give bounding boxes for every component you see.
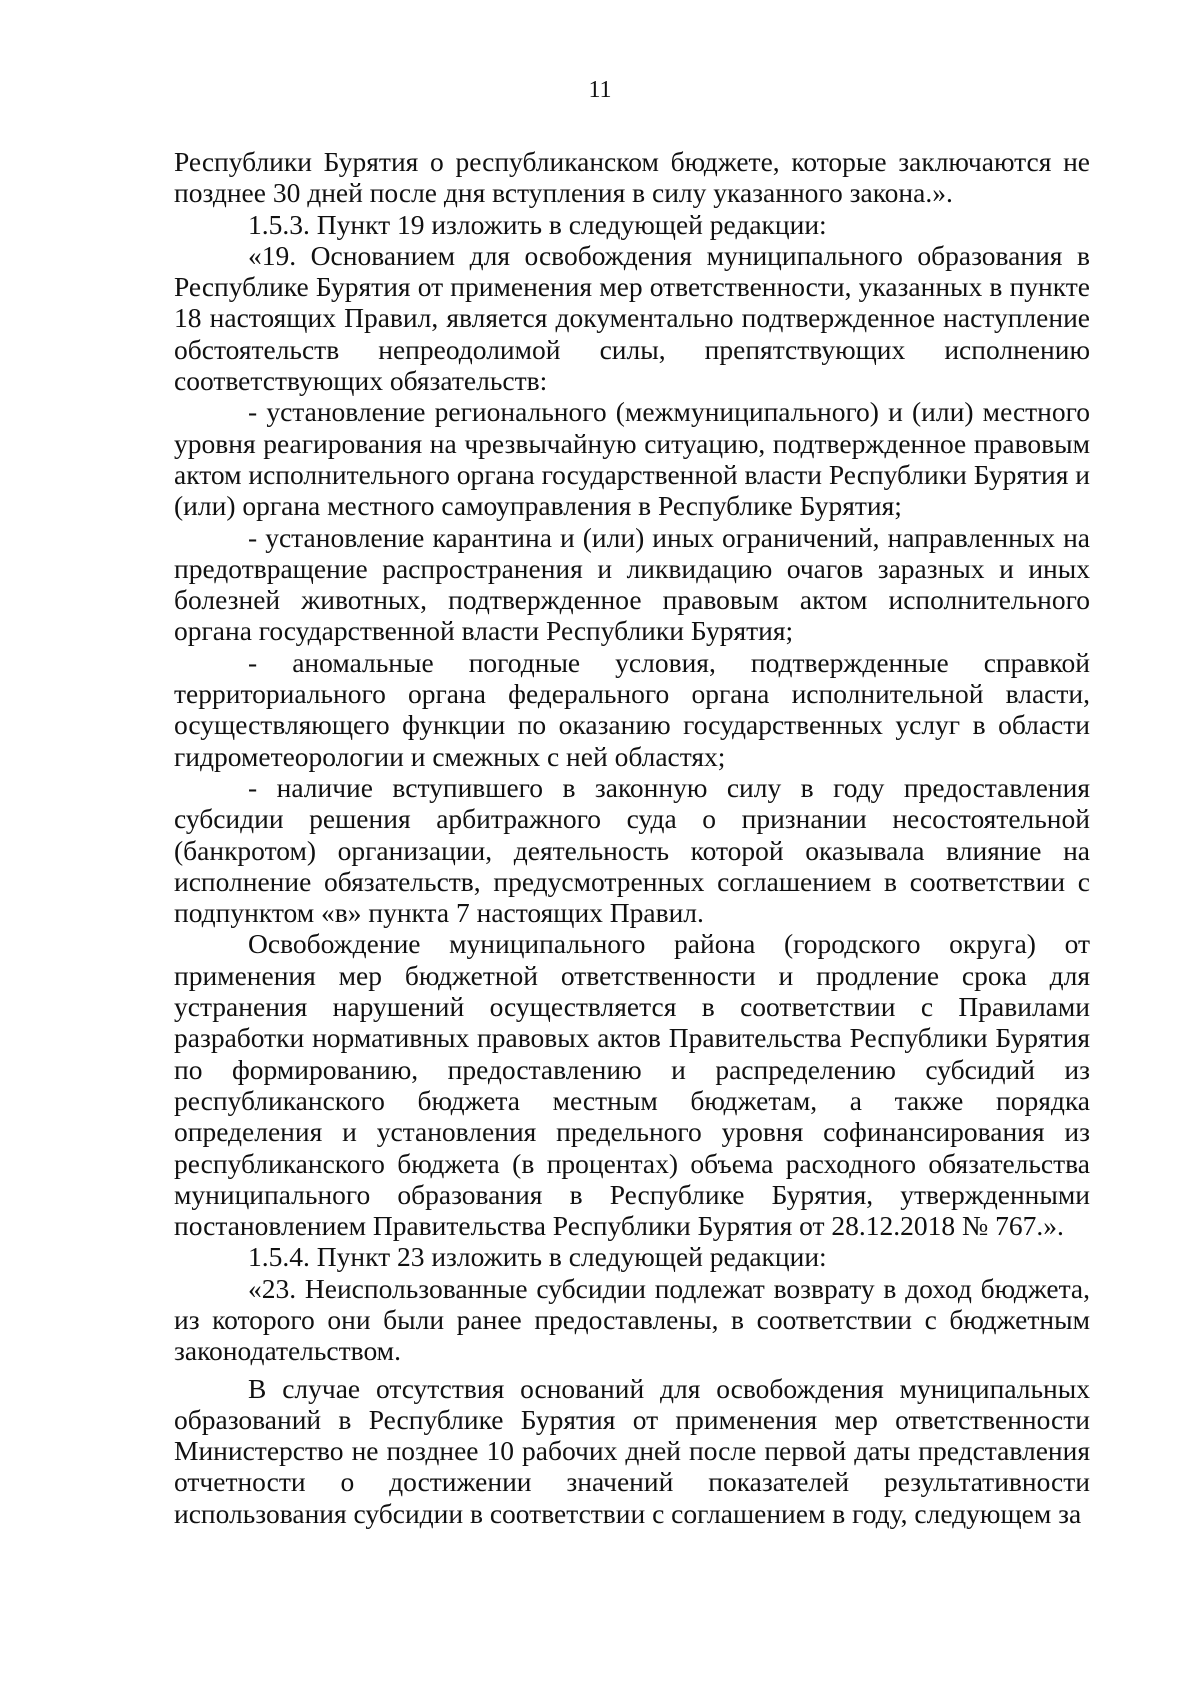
paragraph-9: 1.5.4. Пункт 23 изложить в следующей редакции: bbox=[248, 1241, 827, 1273]
paragraph-7: - наличие вступившего в законную силу в году предоставления субсидии решения арбитражного суда о признании несостоятельной (банкротом) организации, деятельность которой оказывала влияние на исполнение обязательств, предусмотренных соглашением в соответствии с подпунктом «в» пункта 7 настоящих Правил. bbox=[174, 771, 1090, 929]
paragraph-8: Освобождение муниципального района (городского округа) от применения мер бюджетной ответственности и продление срока для устранения нарушений осуществляется в соответствии с Правилами разработки нормативных правовых актов Правительства Республики Бурятия по формированию, предоставлению и распределению субсидий из республиканского бюджета местным бюджетам, а также порядка определения и установления предельного уровня софинансирования из республиканского бюджета (в процентах) объема расходного обязательства муниципального образования в Республике Бурятия, утвержденными постановлением Правительства Республики Бурятия от 28.12.2018 № 767.». bbox=[174, 928, 1090, 1242]
paragraph-4: - установление регионального (межмуниципального) и (или) местного уровня реагирования на чрезвычайную ситуацию, подтвержденное правовым актом исполнительного органа государственной власти Республики Бурятия и (или) органа местного самоуправления в Республике Бурятия; bbox=[174, 396, 1090, 522]
page-number: 11 bbox=[588, 77, 612, 103]
paragraph-3: «19. Основанием для освобождения муниципального образования в Республике Бурятия от применения мер ответственности, указанных в пункте 18 настоящих Правил, является документально подтвержденное наступление обстоятельств непреодолимой силы, препятствующих исполнению соответствующих обязательств: bbox=[174, 239, 1090, 397]
paragraph-5: - установление карантина и (или) иных ограничений, направленных на предотвращение распространения и ликвидацию очагов заразных и иных болезней животных, подтвержденное правовым актом исполнительного органа государственной власти Республики Бурятия; bbox=[174, 521, 1090, 647]
paragraph-11: В случае отсутствия оснований для освобождения муниципальных образований в Республике Бурятия от применения мер ответственности Министерство не позднее 10 рабочих дней после первой даты представления отчетности о достижении значений показателей результативности использования субсидии в соответствии с соглашением в году, следующем за bbox=[174, 1372, 1090, 1529]
paragraph-10: «23. Неиспользованные субсидии подлежат возврату в доход бюджета, из которого они были ранее предоставлены, в соответствии с бюджетным законодательством. bbox=[174, 1272, 1090, 1367]
paragraph-2: 1.5.3. Пункт 19 изложить в следующей редакции: bbox=[248, 208, 827, 240]
document-body bbox=[174, 146, 1090, 1529]
paragraph-1: Республики Бурятия о республиканском бюджете, которые заключаются не позднее 30 дней после дня вступления в силу указанного закона.». bbox=[174, 146, 1090, 209]
paragraph-6: - аномальные погодные условия, подтвержденные справкой территориального органа федерального органа исполнительной власти, осуществляющего функции по оказанию государственных услуг в области гидрометеорологии и смежных с ней областях; bbox=[174, 646, 1090, 772]
